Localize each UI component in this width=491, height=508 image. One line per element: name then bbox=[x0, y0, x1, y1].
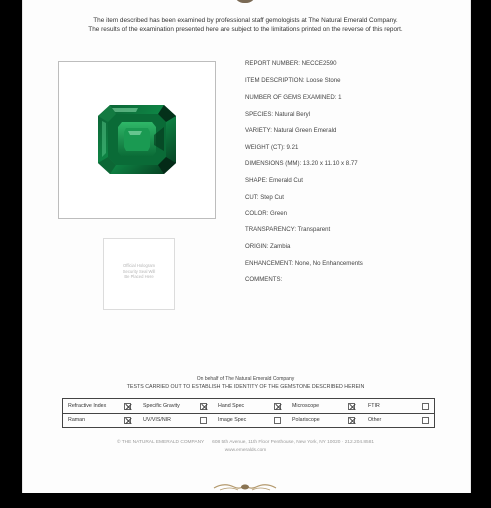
hologram-text-1: Official Hologram bbox=[122, 263, 156, 268]
intro-line-2: The results of the examination presented here are subject to the limitations printed on the reverse of this report. bbox=[88, 26, 403, 33]
test-label-uv-vis-nir: UV/VIS/NIR bbox=[143, 417, 171, 423]
test-checkbox-ftir[interactable] bbox=[422, 403, 429, 410]
test-label-ftir: FTIR bbox=[368, 403, 380, 409]
footer-company: © THE NATURAL EMERALD COMPANY bbox=[116, 440, 205, 445]
footer-line bbox=[40, 440, 451, 445]
hologram-text-3: Be Placed Here bbox=[124, 274, 154, 279]
test-checkbox-other[interactable] bbox=[422, 417, 429, 424]
hologram-text-2: Security Seal Will bbox=[122, 268, 156, 274]
test-checkbox-hand-spec[interactable] bbox=[274, 403, 281, 410]
test-label-specific-gravity: Specific Gravity bbox=[143, 403, 180, 409]
variety: VARIETY: Natural Green Emerald bbox=[245, 127, 337, 134]
report-number: REPORT NUMBER: NECCE2590 bbox=[245, 60, 337, 67]
test-checkbox-microscope[interactable] bbox=[348, 403, 355, 410]
dimensions: DIMENSIONS (MM): 13.20 x 11.10 x 8.77 bbox=[245, 160, 358, 167]
footer-address: 608 5th Avenue, 11th Floor Penthouse, New York, NY 10020 · 212.204.8581 bbox=[212, 440, 375, 445]
test-checkbox-uv-vis-nir[interactable] bbox=[200, 417, 207, 424]
test-label-image-spec: Image Spec bbox=[218, 417, 247, 423]
on-behalf-line: On behalf of The Natural Emerald Company bbox=[196, 376, 295, 382]
enhancement: ENHANCEMENT: None, No Enhancements bbox=[245, 260, 363, 267]
species: SPECIES: Natural Beryl bbox=[245, 111, 311, 118]
test-label-other: Other bbox=[368, 417, 382, 423]
transparency: TRANSPARENCY: Transparent bbox=[245, 226, 331, 233]
footer-website[interactable]: www.emeralds.com bbox=[224, 448, 267, 453]
intro-line-1: The item described has been examined by professional staff gemologists at The Natural Emerald Company. bbox=[93, 17, 398, 24]
test-checkbox-image-spec[interactable] bbox=[274, 417, 281, 424]
test-checkbox-polariscope[interactable] bbox=[348, 417, 355, 424]
gem-photo-frame bbox=[58, 61, 216, 219]
ornament-icon bbox=[212, 481, 278, 493]
test-checkbox-specific-gravity[interactable] bbox=[200, 403, 207, 410]
tests-table bbox=[62, 398, 435, 428]
weight: WEIGHT (CT): 9.21 bbox=[245, 144, 299, 151]
comments: COMMENTS: bbox=[245, 276, 283, 283]
test-label-hand-spec: Hand Spec bbox=[218, 403, 245, 409]
cut: CUT: Step Cut bbox=[245, 194, 284, 201]
number-of-gems: NUMBER OF GEMS EXAMINED: 1 bbox=[245, 94, 342, 101]
color: COLOR: Green bbox=[245, 210, 287, 217]
item-description: ITEM DESCRIPTION: Loose Stone bbox=[245, 77, 341, 84]
test-label-microscope: Microscope bbox=[292, 403, 320, 409]
emerald-gem-icon bbox=[98, 105, 176, 174]
test-label-raman: Raman bbox=[68, 417, 86, 423]
test-label-refractive-index: Refractive Index bbox=[68, 403, 107, 409]
tests-heading: TESTS CARRIED OUT TO ESTABLISH THE IDENTITY OF THE GEMSTONE DESCRIBED HEREIN bbox=[126, 384, 365, 390]
tests-row-divider bbox=[63, 413, 434, 414]
test-checkbox-raman[interactable] bbox=[124, 417, 131, 424]
shape: SHAPE: Emerald Cut bbox=[245, 177, 303, 184]
hologram-seal-placeholder bbox=[103, 238, 175, 310]
origin: ORIGIN: Zambia bbox=[245, 243, 291, 250]
test-label-polariscope: Polariscope bbox=[292, 417, 320, 423]
test-checkbox-refractive-index[interactable] bbox=[124, 403, 131, 410]
